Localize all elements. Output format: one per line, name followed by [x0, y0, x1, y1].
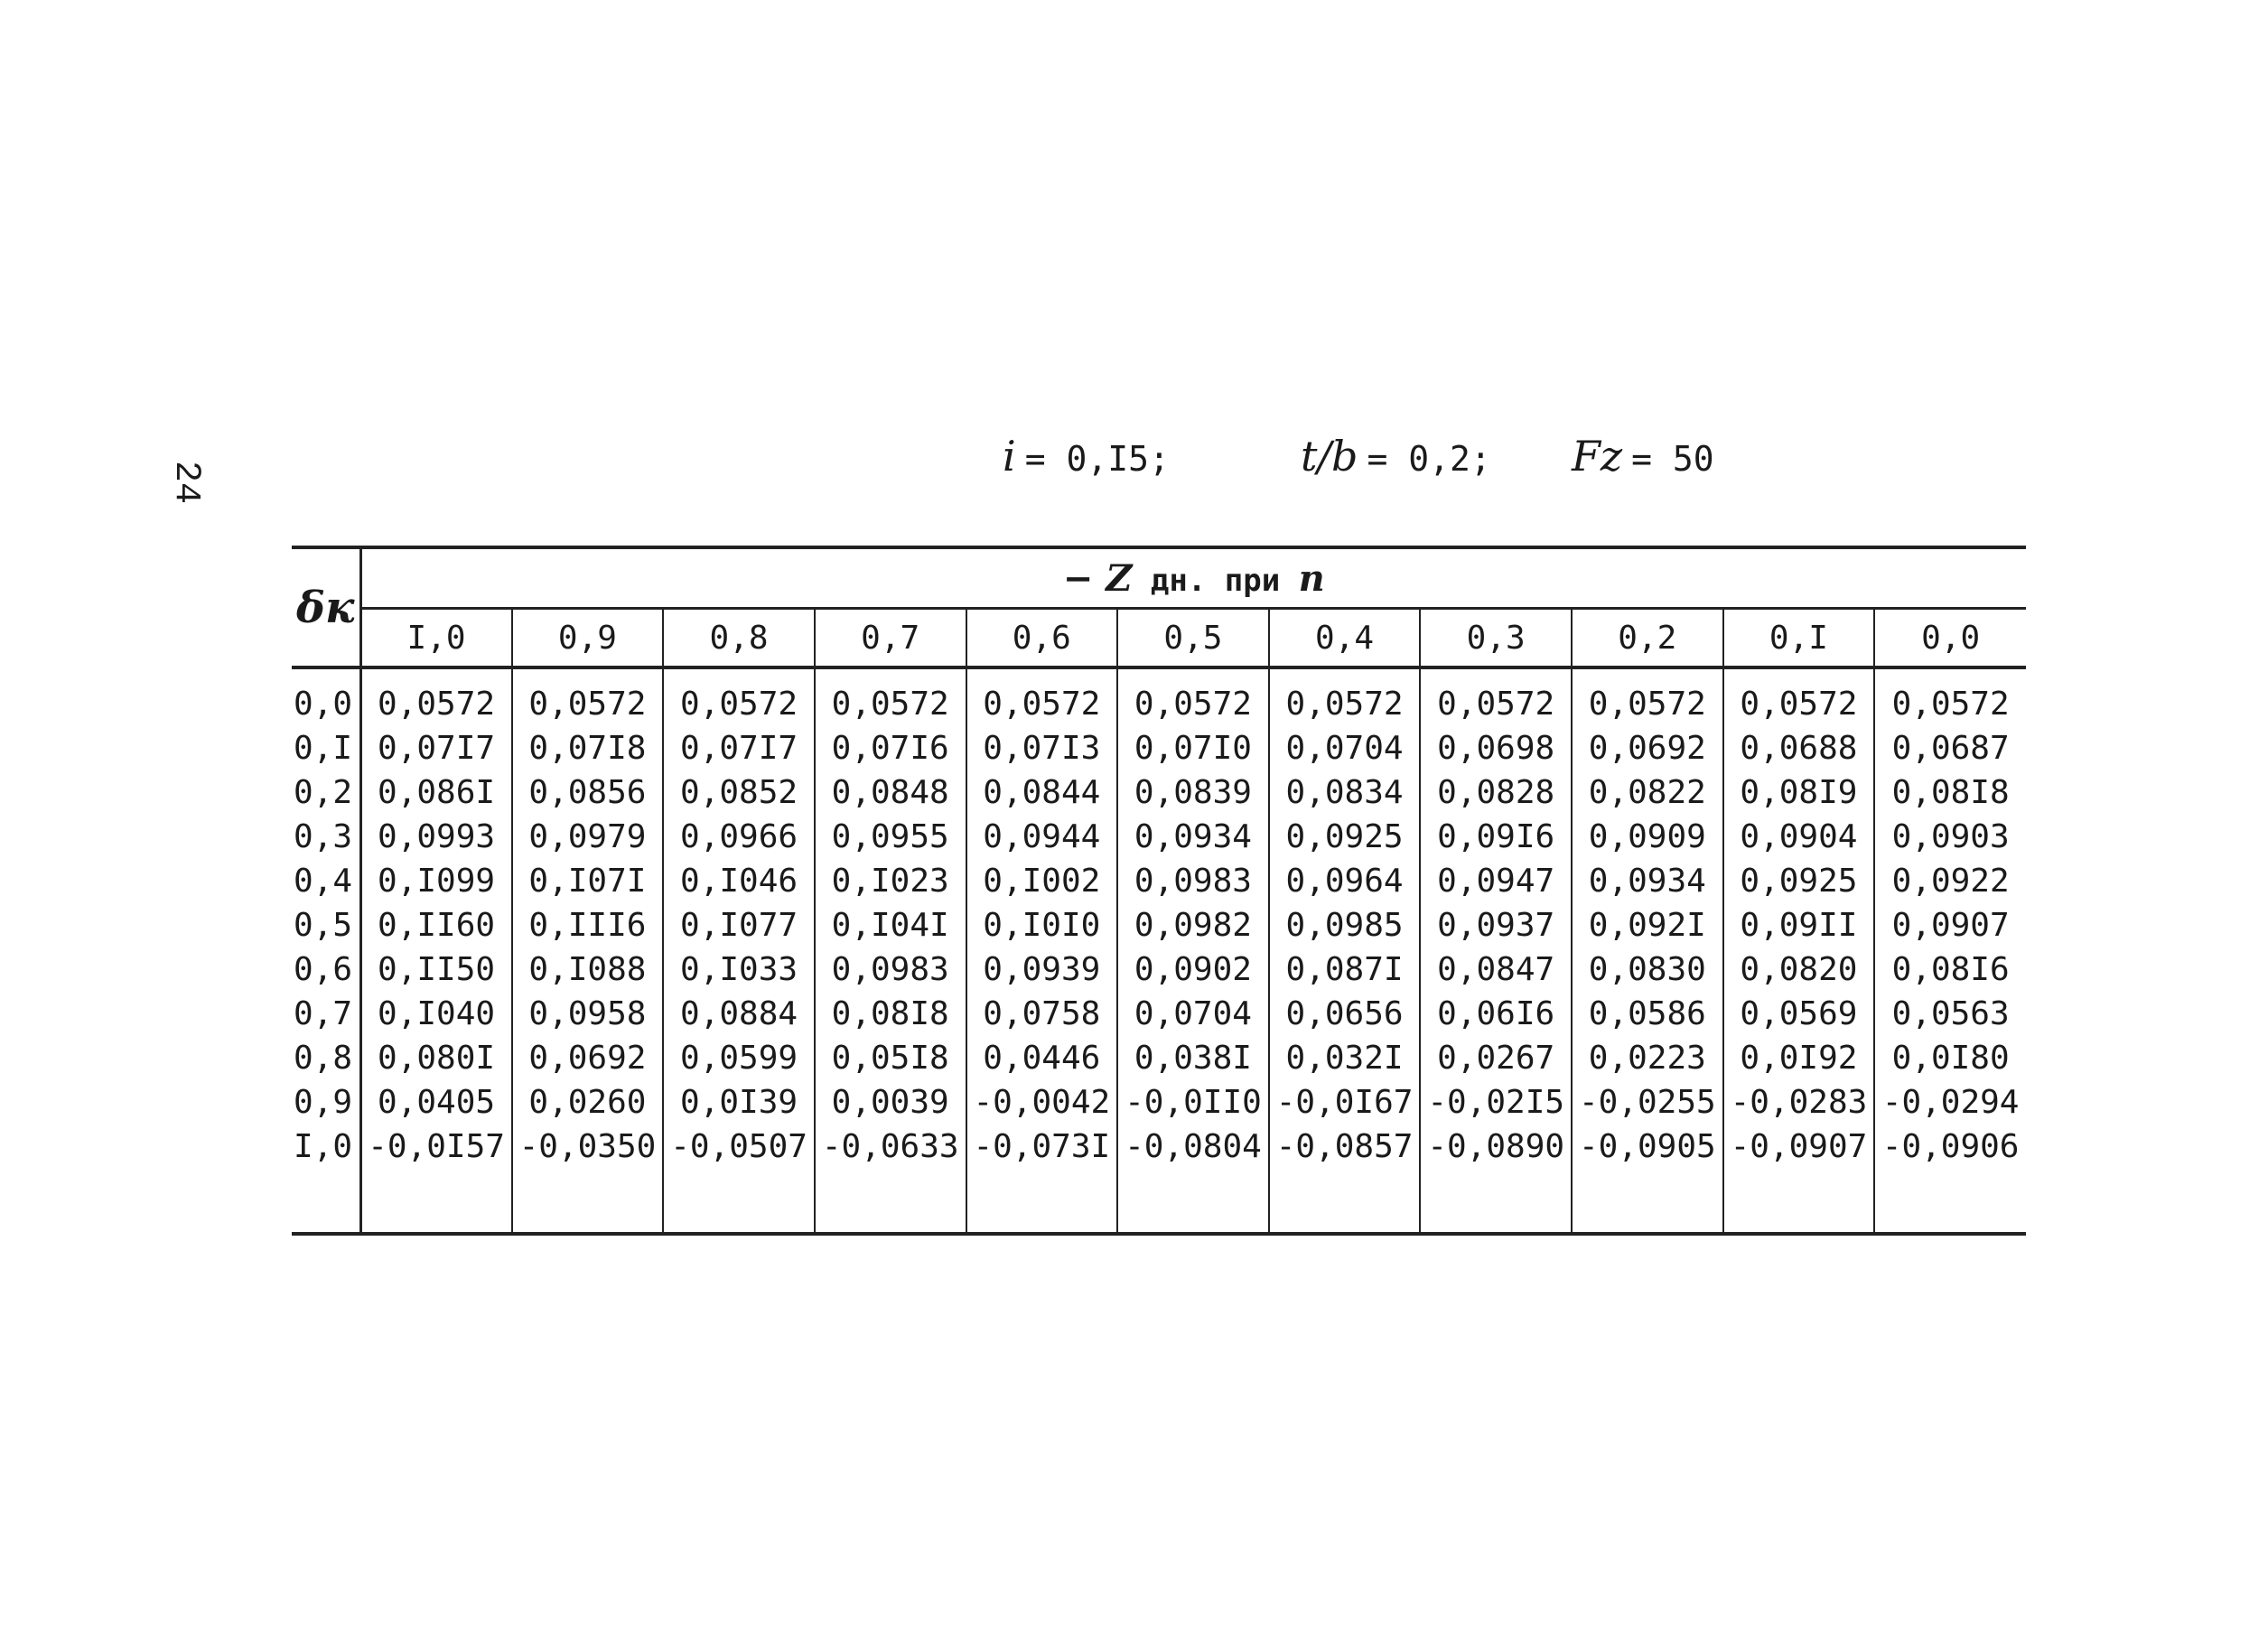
- table-cell: 0,0925: [1269, 815, 1421, 859]
- table-cell: 0,I07I: [512, 859, 664, 903]
- column-header: 0,I: [1723, 609, 1875, 668]
- table-cell: 0,I046: [663, 859, 815, 903]
- spacer-cell: [815, 1169, 966, 1234]
- param-t-over-b-symbol: t/b: [1301, 432, 1358, 481]
- table-cell: -0,0I67: [1269, 1080, 1421, 1125]
- table-cell: 0,08I8: [1874, 770, 2026, 815]
- group-header-sub: дн. при: [1150, 562, 1281, 599]
- table-cell: 0,0904: [1723, 815, 1875, 859]
- table-cell: -0,0294: [1874, 1080, 2026, 1125]
- table-cell: 0,0934: [1572, 859, 1723, 903]
- column-header: 0,8: [663, 609, 815, 668]
- table-cell: 0,0687: [1874, 726, 2026, 770]
- table-cell: 0,0982: [1117, 903, 1269, 947]
- table-cell: 0,0572: [512, 667, 664, 726]
- table-cell: -0,0907: [1723, 1125, 1875, 1169]
- row-label: 0,3: [292, 815, 360, 859]
- param-fz-symbol: Fz: [1572, 432, 1623, 481]
- table-cell: -0,0350: [512, 1125, 664, 1169]
- table-cell: 0,07I0: [1117, 726, 1269, 770]
- column-header: 0,6: [966, 609, 1118, 668]
- table-cell: 0,0I80: [1874, 1036, 2026, 1080]
- table-cell: 0,0572: [966, 667, 1118, 726]
- table-cell: -0,0283: [1723, 1080, 1875, 1125]
- spacer-cell: [1723, 1169, 1875, 1234]
- table-cell: -0,0633: [815, 1125, 966, 1169]
- table-cell: 0,0944: [966, 815, 1118, 859]
- param-i: [1003, 432, 1170, 481]
- table-cell: 0,III6: [512, 903, 664, 947]
- table-cell: 0,0852: [663, 770, 815, 815]
- row-label: 0,7: [292, 992, 360, 1036]
- table-cell: 0,07I7: [360, 726, 512, 770]
- table-cell: 0,07I7: [663, 726, 815, 770]
- table-cell: 0,0758: [966, 992, 1118, 1036]
- table-cell: 0,087I: [1269, 947, 1421, 992]
- column-header: 0,9: [512, 609, 664, 668]
- table-cell: 0,0572: [1572, 667, 1723, 726]
- table-cell: 0,06I6: [1420, 992, 1572, 1036]
- table-cell: -0,0890: [1420, 1125, 1572, 1169]
- table-cell: 0,07I3: [966, 726, 1118, 770]
- table-cell: 0,0698: [1420, 726, 1572, 770]
- table-cell: 0,0979: [512, 815, 664, 859]
- table-cell: -0,0I57: [360, 1125, 512, 1169]
- table-cell: 0,0572: [1874, 667, 2026, 726]
- table-cell: 0,080I: [360, 1036, 512, 1080]
- table-row: [292, 903, 2026, 947]
- row-label: 0,2: [292, 770, 360, 815]
- table-cell: 0,0572: [1420, 667, 1572, 726]
- column-header: 0,0: [1874, 609, 2026, 668]
- param-fz-value: = 50: [1631, 439, 1714, 479]
- spacer-cell: [360, 1169, 512, 1234]
- table-cell: 0,0834: [1269, 770, 1421, 815]
- row-label: 0,6: [292, 947, 360, 992]
- table-row: [292, 859, 2026, 903]
- spacer-cell: [1117, 1169, 1269, 1234]
- table-cell: 0,0955: [815, 815, 966, 859]
- table-cell: 0,08I9: [1723, 770, 1875, 815]
- table-cell: 0,0925: [1723, 859, 1875, 903]
- table-cell: 0,0937: [1420, 903, 1572, 947]
- table-cell: 0,0572: [1723, 667, 1875, 726]
- table-cell: 0,0820: [1723, 947, 1875, 992]
- table-cell: 0,0572: [815, 667, 966, 726]
- group-header-var: n: [1298, 556, 1325, 600]
- table-cell: 0,0572: [1117, 667, 1269, 726]
- table-cell: -0,0857: [1269, 1125, 1421, 1169]
- table-cell: 0,07I6: [815, 726, 966, 770]
- table-cell: 0,05I8: [815, 1036, 966, 1080]
- column-header: 0,5: [1117, 609, 1269, 668]
- table-cell: 0,0267: [1420, 1036, 1572, 1080]
- param-t-over-b: [1301, 432, 1491, 481]
- table-cell: 0,038I: [1117, 1036, 1269, 1080]
- table-cell: 0,0688: [1723, 726, 1875, 770]
- table-cell: 0,I0I0: [966, 903, 1118, 947]
- table-cell: 0,I002: [966, 859, 1118, 903]
- table-cell: 0,08I8: [815, 992, 966, 1036]
- table-cell: 0,0985: [1269, 903, 1421, 947]
- table-cell: 0,0909: [1572, 815, 1723, 859]
- table-cell: 0,032I: [1269, 1036, 1421, 1080]
- table-cell: 0,0922: [1874, 859, 2026, 903]
- table-cell: 0,0839: [1117, 770, 1269, 815]
- table-cell: 0,0907: [1874, 903, 2026, 947]
- table-cell: 0,0983: [815, 947, 966, 992]
- param-fz: [1572, 432, 1714, 481]
- param-i-value: = 0,I5;: [1024, 439, 1170, 479]
- spacer-cell: [1420, 1169, 1572, 1234]
- table-cell: -0,02I5: [1420, 1080, 1572, 1125]
- table-cell: 0,0704: [1269, 726, 1421, 770]
- table-cell: 0,I033: [663, 947, 815, 992]
- table-cell: 0,II50: [360, 947, 512, 992]
- table-cell: 0,0856: [512, 770, 664, 815]
- table-cell: -0,0042: [966, 1080, 1118, 1125]
- column-header: 0,7: [815, 609, 966, 668]
- table-cell: 0,0039: [815, 1080, 966, 1125]
- table-row: [292, 770, 2026, 815]
- row-label: 0,8: [292, 1036, 360, 1080]
- table-row: [292, 1036, 2026, 1080]
- column-header: I,0: [360, 609, 512, 668]
- table-cell: 0,0884: [663, 992, 815, 1036]
- table-cell: -0,0905: [1572, 1125, 1723, 1169]
- row-label: I,0: [292, 1125, 360, 1169]
- table-row: [292, 815, 2026, 859]
- table-cell: 0,0572: [663, 667, 815, 726]
- spacer-cell: [1874, 1169, 2026, 1234]
- table-cell: 0,0656: [1269, 992, 1421, 1036]
- table-cell: 0,0405: [360, 1080, 512, 1125]
- table-cell: 0,0939: [966, 947, 1118, 992]
- table-cell: 0,0934: [1117, 815, 1269, 859]
- group-header: [360, 547, 2026, 609]
- table-row: [292, 947, 2026, 992]
- table-cell: 0,0902: [1117, 947, 1269, 992]
- table-cell: 0,I040: [360, 992, 512, 1036]
- table-cell: 0,0572: [360, 667, 512, 726]
- table-cell: -0,0804: [1117, 1125, 1269, 1169]
- row-label: 0,I: [292, 726, 360, 770]
- table-cell: 0,0586: [1572, 992, 1723, 1036]
- table-cell: 0,I023: [815, 859, 966, 903]
- table-cell: -0,073I: [966, 1125, 1118, 1169]
- page-number: 24: [165, 461, 206, 505]
- table-cell: 0,0446: [966, 1036, 1118, 1080]
- table-cell: 0,09II: [1723, 903, 1875, 947]
- column-header: 0,4: [1269, 609, 1421, 668]
- table-row: [292, 992, 2026, 1036]
- table-cell: 0,0I92: [1723, 1036, 1875, 1080]
- spacer-cell: [1269, 1169, 1421, 1234]
- table-cell: 0,0958: [512, 992, 664, 1036]
- table-cell: 0,I077: [663, 903, 815, 947]
- table-cell: 0,0847: [1420, 947, 1572, 992]
- table-group-header-row: [292, 547, 2026, 609]
- column-header: 0,3: [1420, 609, 1572, 668]
- table-cell: 0,II60: [360, 903, 512, 947]
- param-t-over-b-value: = 0,2;: [1367, 439, 1491, 479]
- table-cell: 0,I099: [360, 859, 512, 903]
- table-cell: 0,I04I: [815, 903, 966, 947]
- spacer-cell: [1572, 1169, 1723, 1234]
- table-cell: -0,0255: [1572, 1080, 1723, 1125]
- table-cell: 0,0569: [1723, 992, 1875, 1036]
- table-cell: 0,0844: [966, 770, 1118, 815]
- table-bottom-spacer: [292, 1169, 2026, 1234]
- group-header-prefix: − Z: [1062, 556, 1133, 600]
- table-cell: 0,0993: [360, 815, 512, 859]
- table-cell: 0,0828: [1420, 770, 1572, 815]
- row-header-symbol: δк: [292, 547, 360, 667]
- table-cell: 0,0964: [1269, 859, 1421, 903]
- table-cell: 0,0947: [1420, 859, 1572, 903]
- table-cell: 0,0822: [1572, 770, 1723, 815]
- table-row: [292, 667, 2026, 726]
- table-cell: 0,0983: [1117, 859, 1269, 903]
- table-cell: 0,0830: [1572, 947, 1723, 992]
- table-cell: 0,0223: [1572, 1036, 1723, 1080]
- table-cell: 0,0599: [663, 1036, 815, 1080]
- table-cell: 0,0692: [512, 1036, 664, 1080]
- table-cell: 0,0563: [1874, 992, 2026, 1036]
- table-cell: 0,092I: [1572, 903, 1723, 947]
- table-cell: 0,0692: [1572, 726, 1723, 770]
- table-cell: 0,0704: [1117, 992, 1269, 1036]
- spacer-cell: [663, 1169, 815, 1234]
- table-cell: -0,0507: [663, 1125, 815, 1169]
- spacer-cell: [966, 1169, 1118, 1234]
- table-cell: 0,0848: [815, 770, 966, 815]
- table-cell: 0,08I6: [1874, 947, 2026, 992]
- table-cell: 0,I088: [512, 947, 664, 992]
- table-body: [292, 667, 2026, 1234]
- table-cell: -0,0II0: [1117, 1080, 1269, 1125]
- table-cell: 0,0572: [1269, 667, 1421, 726]
- spacer-cell: [292, 1169, 360, 1234]
- table-cell: 0,0966: [663, 815, 815, 859]
- table-cell: 0,09I6: [1420, 815, 1572, 859]
- table-cell: -0,0906: [1874, 1125, 2026, 1169]
- column-header-row: [292, 609, 2026, 668]
- row-label: 0,0: [292, 667, 360, 726]
- table-cell: 0,0260: [512, 1080, 664, 1125]
- column-header: 0,2: [1572, 609, 1723, 668]
- spacer-cell: [512, 1169, 664, 1234]
- row-label: 0,9: [292, 1080, 360, 1125]
- row-label: 0,4: [292, 859, 360, 903]
- table-cell: 0,086I: [360, 770, 512, 815]
- table-row: [292, 1125, 2026, 1169]
- table-row: [292, 726, 2026, 770]
- table-cell: 0,07I8: [512, 726, 664, 770]
- table-row: [292, 1080, 2026, 1125]
- table-cell: 0,0903: [1874, 815, 2026, 859]
- table-cell: 0,0I39: [663, 1080, 815, 1125]
- row-label: 0,5: [292, 903, 360, 947]
- data-table: [292, 546, 2026, 1236]
- param-i-symbol: i: [1003, 432, 1016, 481]
